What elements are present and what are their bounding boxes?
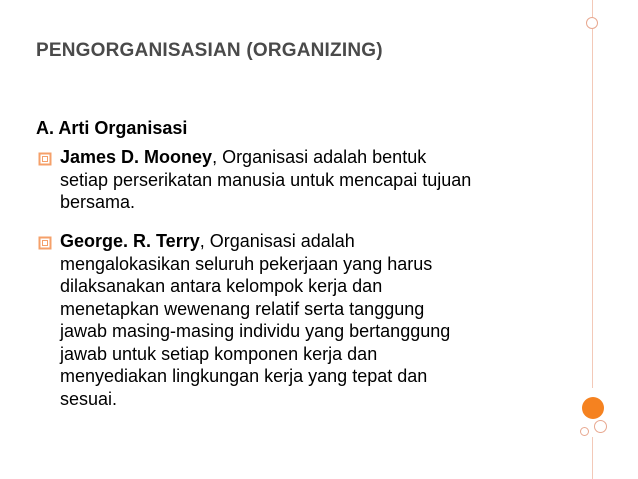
bullet-line: setiap perserikatan manusia untuk mencapai tujuan: [60, 169, 472, 190]
slide-title: PENGORGANISASIAN (ORGANIZING): [36, 40, 383, 61]
decorative-circle-outline-right: [594, 420, 607, 433]
bullet-line: [60, 230, 355, 253]
bullet-line: mengalokasikan seluruh pekerjaan yang harus: [60, 253, 433, 274]
decorative-circle-outline-left: [580, 427, 589, 436]
square-outline-icon: [38, 152, 52, 166]
author-name: James D. Mooney: [60, 147, 213, 167]
bullet-line: menyediakan lingkungan kerja yang tepat dan: [60, 366, 428, 386]
bullet-line: jawab masing-masing individu yang bertanggung: [60, 321, 451, 341]
bullet-line: jawab untuk setiap komponen kerja dan: [60, 343, 378, 364]
definition-text: , Organisasi adalah: [199, 231, 355, 251]
author-name: George. R. Terry: [60, 231, 200, 251]
bullet-line: [60, 146, 426, 169]
decorative-circle-small-top: [586, 17, 598, 29]
definition-text: , Organisasi adalah bentuk: [212, 147, 427, 167]
decorative-line-top: [592, 0, 593, 388]
section-heading: A. Arti Organisasi: [36, 118, 188, 138]
bullet-line: dilaksanakan antara kelompok kerja dan: [60, 276, 383, 296]
decorative-circle-orange: [582, 397, 604, 419]
square-outline-icon: [38, 236, 52, 250]
bullet-line: menetapkan wewenang relatif serta tanggung: [60, 298, 425, 319]
decorative-line-bottom: [592, 437, 593, 479]
bullet-line: bersama.: [60, 192, 136, 212]
bullet-line: sesuai.: [60, 388, 118, 409]
